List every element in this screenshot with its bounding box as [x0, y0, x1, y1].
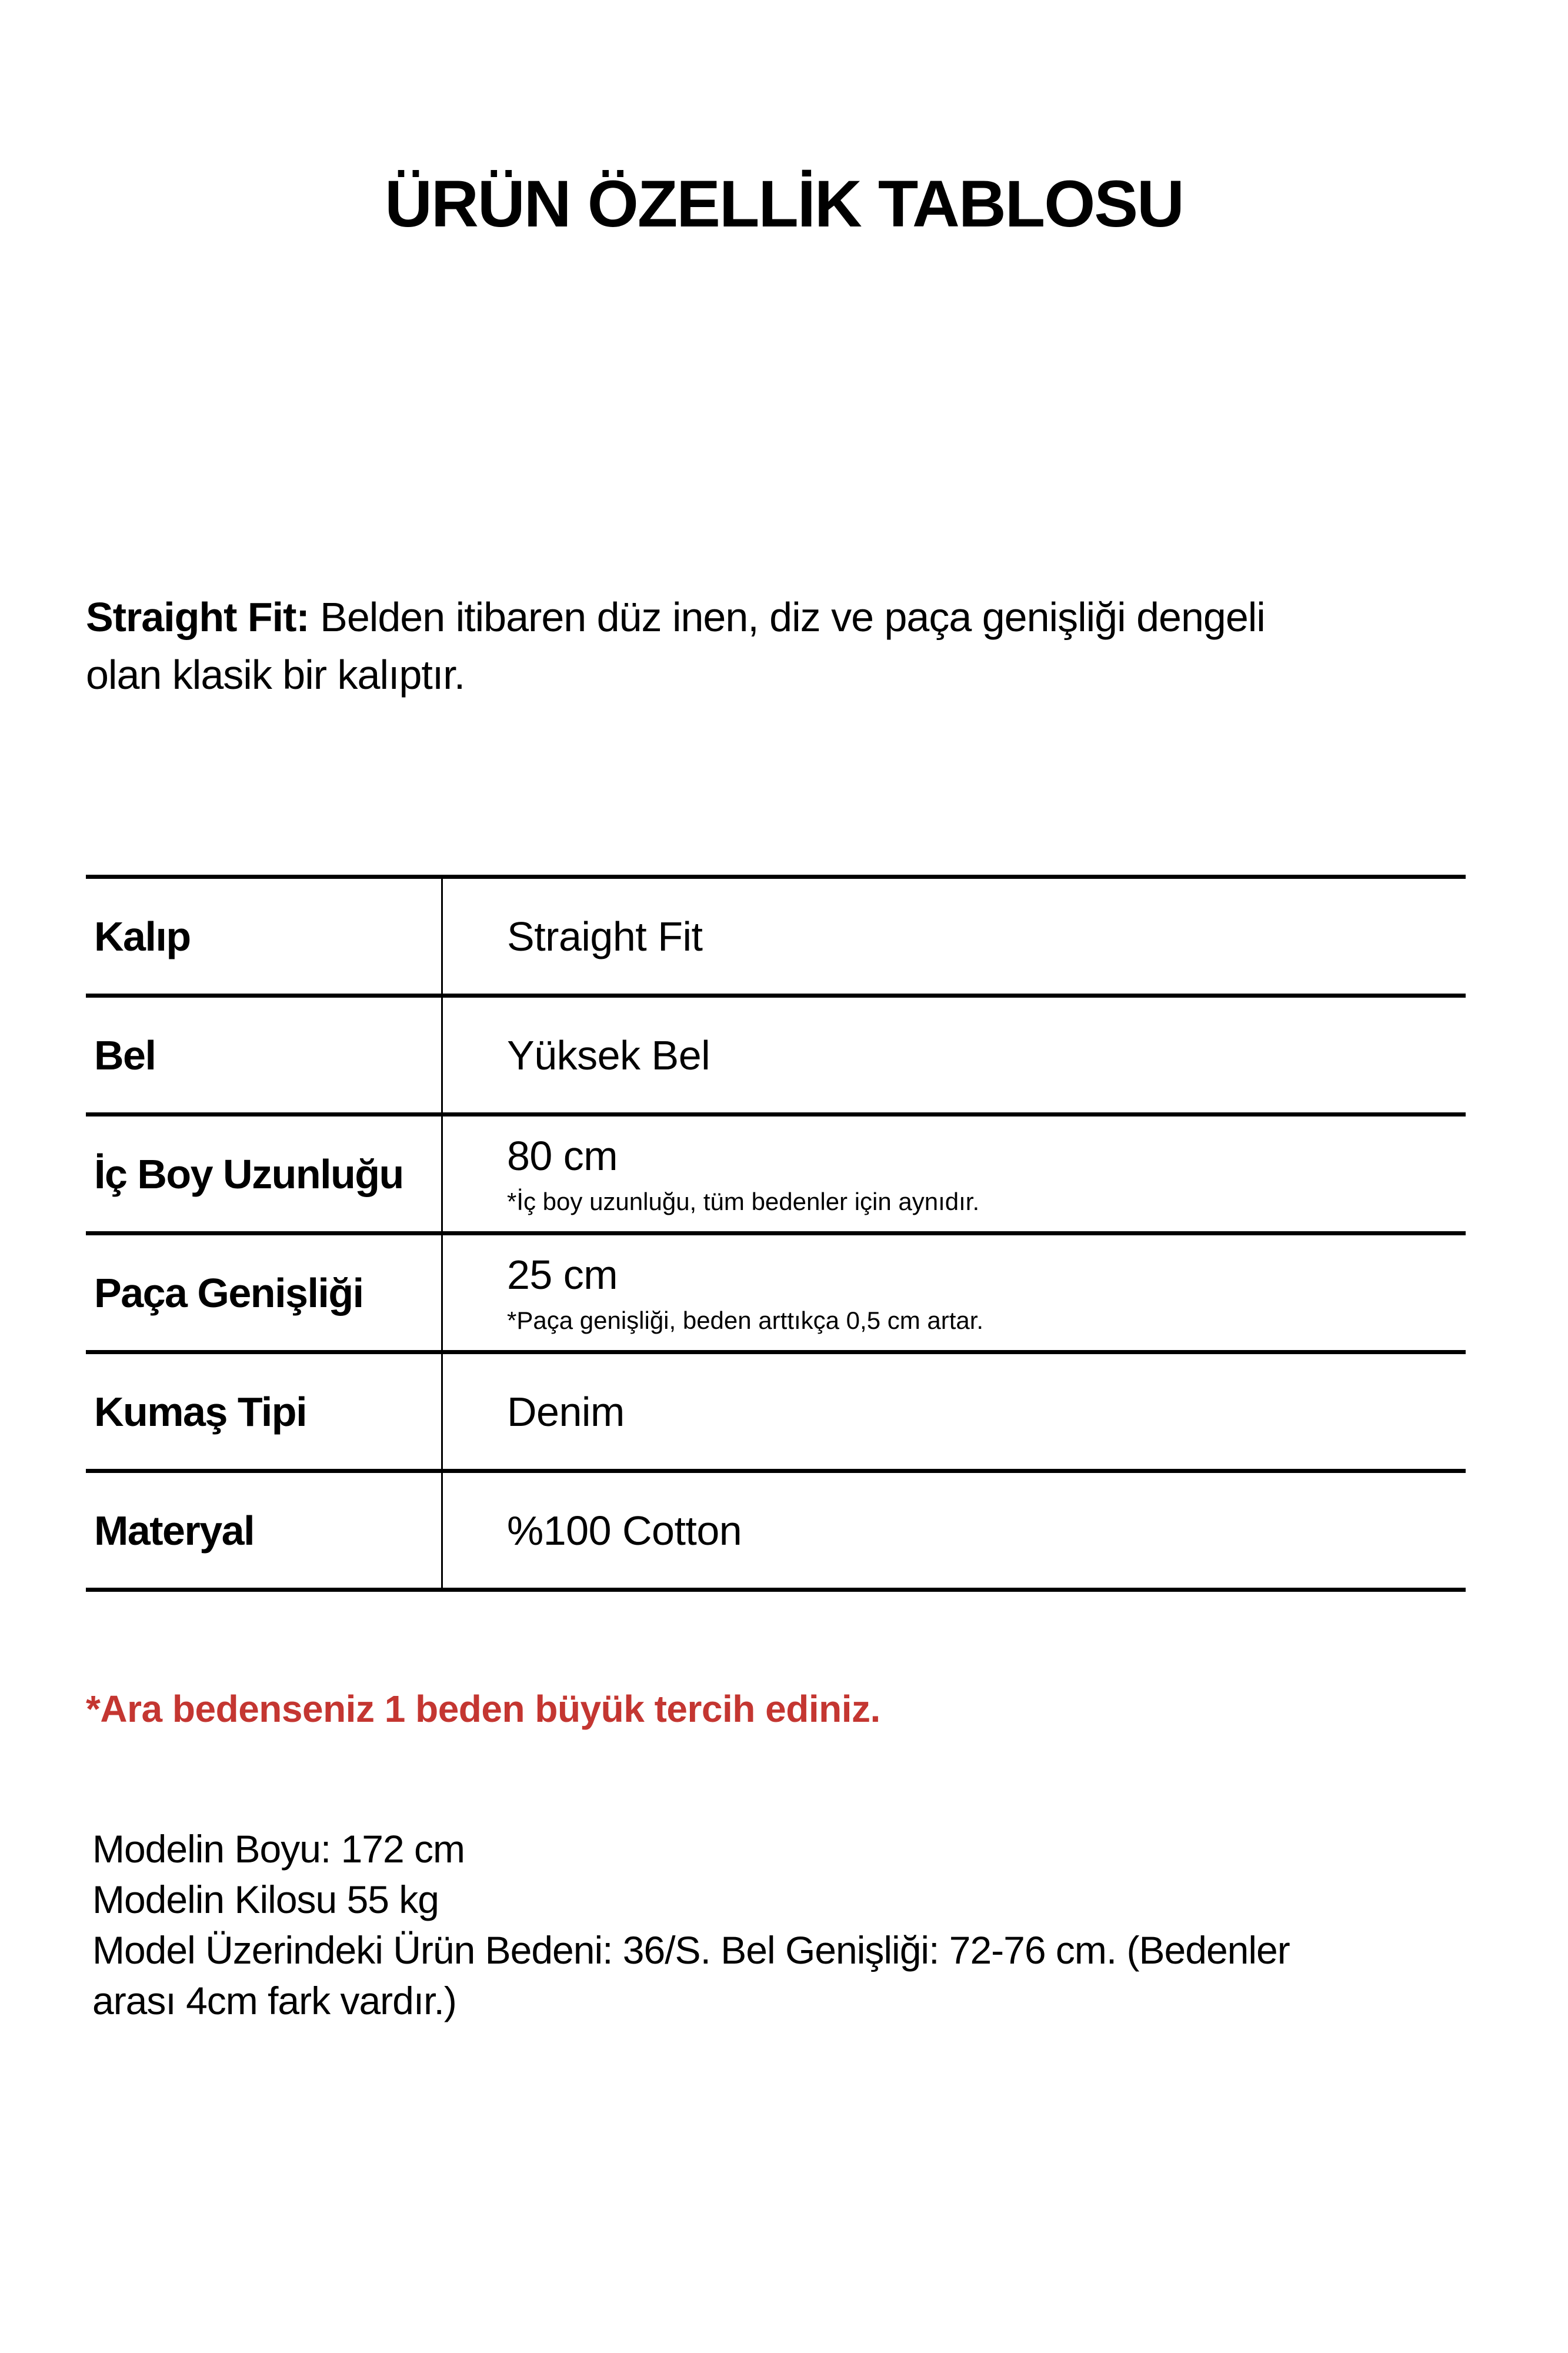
row-label: Paça Genişliği [94, 1269, 363, 1316]
model-info [92, 1824, 1290, 2026]
row-value [441, 1235, 1466, 1350]
model-info-line: Model Üzerindeki Ürün Bedeni: 36/S. Bel Genişliği: 72-76 cm. (Bedenler [92, 1928, 1290, 1972]
row-value-text: 80 cm [507, 1132, 618, 1179]
table-row [86, 879, 1466, 998]
table-row [86, 998, 1466, 1116]
row-value-text: Straight Fit [507, 913, 703, 959]
row-value-text: Yüksek Bel [507, 1032, 710, 1078]
intro-paragraph [86, 588, 1521, 704]
spec-table [86, 875, 1466, 1592]
row-value-text: Denim [507, 1388, 625, 1435]
intro-line-1-rest: Belden itibaren düz inen, diz ve paça genişliği dengeli [309, 594, 1265, 640]
size-warning-note: *Ara bedenseniz 1 beden büyük tercih ediniz. [86, 1688, 880, 1730]
table-row [86, 1235, 1466, 1354]
row-label: Kumaş Tipi [94, 1388, 307, 1435]
intro-lead: Straight Fit: [86, 594, 309, 640]
row-value [441, 1473, 1466, 1588]
row-value [441, 879, 1466, 994]
row-label: Materyal [94, 1507, 255, 1554]
row-label: İç Boy Uzunluğu [94, 1151, 403, 1197]
model-info-line: Modelin Boyu: 172 cm [92, 1827, 465, 1871]
page-title: ÜRÜN ÖZELLİK TABLOSU [385, 167, 1183, 241]
model-info-line: Modelin Kilosu 55 kg [92, 1878, 439, 1921]
row-value [441, 1116, 1466, 1231]
table-row [86, 1473, 1466, 1592]
table-row [86, 1354, 1466, 1473]
table-row [86, 1116, 1466, 1235]
row-value [441, 1354, 1466, 1469]
row-value-text: 25 cm [507, 1251, 618, 1298]
row-value [441, 998, 1466, 1112]
row-value-note: *İç boy uzunluğu, tüm bedenler için aynıdır. [507, 1187, 980, 1215]
intro-line-2: olan klasik bir kalıptır. [86, 652, 465, 698]
intro-line-1 [86, 588, 1521, 646]
model-info-line: arası 4cm fark vardır.) [92, 1979, 456, 2022]
row-label: Kalıp [94, 913, 191, 959]
row-value-text: %100 Cotton [507, 1507, 742, 1554]
row-label: Bel [94, 1032, 156, 1078]
row-value-note: *Paça genişliği, beden arttıkça 0,5 cm artar. [507, 1306, 984, 1334]
